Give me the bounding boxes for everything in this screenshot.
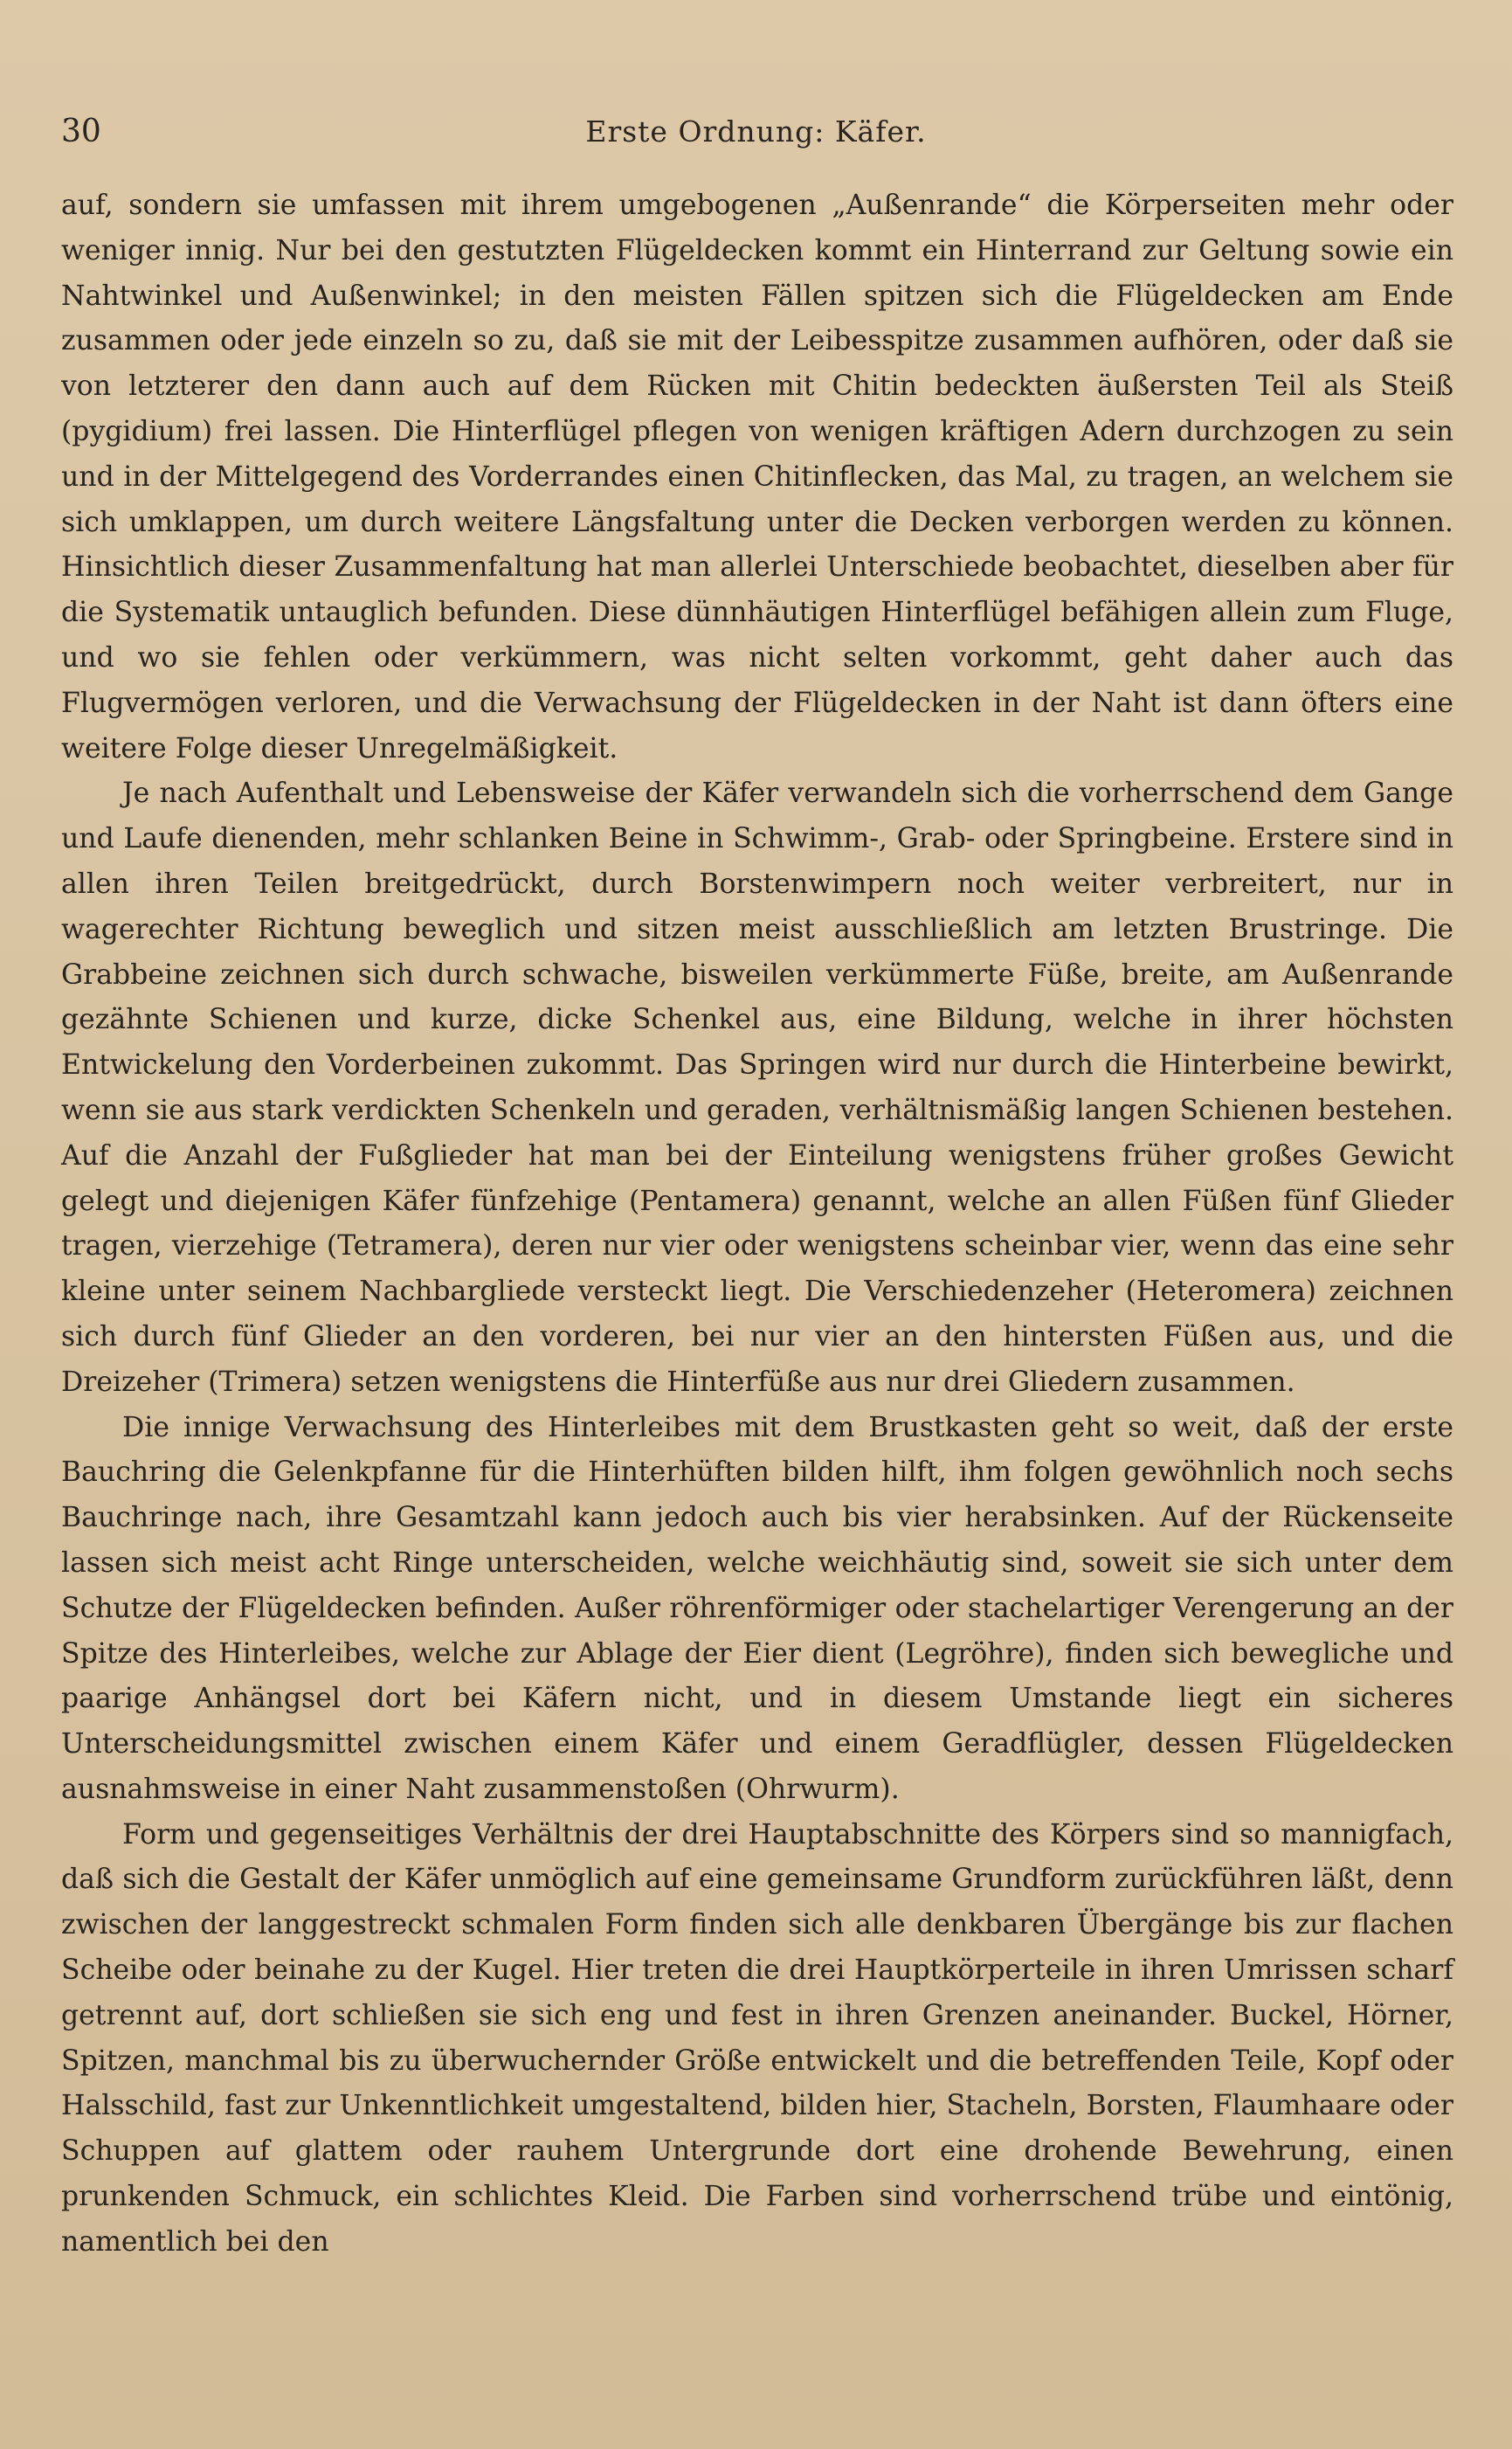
paragraph-2: Je nach Aufenthalt und Lebensweise der Käfer verwandeln sich die vorherrschend dem Gange und Laufe dienenden, mehr schlanken Beine in Schwimm-, Grab- oder Springbeine. Erstere sind in allen ihren Teilen breitgedrückt, durch Borstenwimpern noch weiter verbreitert, nur in wagerechter Richtung beweglich und sitzen meist ausschließlich am letzten Brustringe. Die Grabbeine zeichnen sich durch schwache, bisweilen verkümmerte Füße, breite, am Außenrande gezähnte Schienen und kurze, dicke Schenkel aus, eine Bildung, welche in ihrer höchsten Entwickelung den Vorderbeinen zukommt. Das Springen wird nur durch die Hinterbeine bewirkt, wenn sie aus stark verdickten Schenkeln und geraden, verhältnismäßig langen Schienen bestehen. Auf die Anzahl der Fußglieder hat man bei der Einteilung wenigstens früher großes Gewicht gelegt und diejenigen Käfer fünfzehige (Pentamera) genannt, welche an allen Füßen fünf Glieder tragen, vierzehige (Tetramera), deren nur vier oder wenigstens scheinbar vier, wenn das eine sehr kleine unter seinem Nachbargliede versteckt liegt. Die Verschiedenzeher (Heteromera) zeichnen sich durch fünf Glieder an den vorderen, bei nur vier an den hintersten Füßen aus, und die Dreizeher (Trimera) setzen wenigstens die Hinterfüße aus nur drei Gliedern zusammen. bbox=[61, 778, 1453, 1398]
running-head: Erste Ordnung: Käfer. bbox=[585, 114, 927, 149]
paragraph-4: Form und gegenseitiges Verhältnis der drei Hauptabschnitte des Körpers sind so mannigfach, daß sich die Gestalt der Käfer unmöglich auf eine gemeinsame Grundform zurückführen läßt, denn zwischen der langgestreckt schmalen Form finden sich alle denkbaren Übergänge bis zur flachen Scheibe oder beinahe zu der Kugel. Hier treten die drei Hauptkörperteile in ihren Umrissen scharf getrennt auf, dort schließen sie sich eng und fest in ihren Grenzen aneinander. Buckel, Hörner, Spitzen, manchmal bis zu überwuchernder Größe entwickelt und die betreffenden Teile, Kopf oder Halsschild, fast zur Unkenntlichkeit umgestaltend, bilden hier, Stacheln, Borsten, Flaumhaare oder Schuppen auf glattem oder rauhem Untergrunde dort eine drohende Bewehrung, einen prunkenden Schmuck, ein schlichtes Kleid. Die Farben sind vorherrschend trübe und eintönig, namentlich bei den bbox=[61, 1818, 1453, 2258]
page-header bbox=[61, 110, 1451, 154]
body-text bbox=[61, 183, 1453, 2266]
page-number: 30 bbox=[61, 114, 101, 149]
paragraph-1: auf, sondern sie umfassen mit ihrem umgebogenen „Außenrande“ die Körperseiten mehr oder weniger innig. Nur bei den gestutzten Flügeldecken kommt ein Hinterrand zur Geltung sowie ein Nahtwinkel und Außenwinkel; in den meisten Fällen spitzen sich die Flügeldecken am Ende zusammen oder jede einzeln so zu, daß sie mit der Leibesspitze zusammen aufhören, oder daß sie von letzterer den dann auch auf dem Rücken mit Chitin bedeckten äußersten Teil als Steiß (pygidium) frei lassen. Die Hinterflügel pflegen von wenigen kräftigen Adern durchzogen zu sein und in der Mittelgegend des Vorderrandes einen Chitinflecken, das Mal, zu tragen, an welchem sie sich umklappen, um durch weitere Längsfaltung unter die Decken verborgen werden zu können. Hinsichtlich dieser Zusammenfaltung hat man allerlei Unterschiede beobachtet, dieselben aber für die Systematik untauglich befunden. Diese dünnhäutigen Hinterflügel befähigen allein zum Fluge, und wo sie fehlen oder verkümmern, was nicht selten vorkommt, geht daher auch das Flugvermögen verloren, und die Verwachsung der Flügeldecken in der Naht ist dann öfters eine weitere Folge dieser Unregelmäßigkeit. bbox=[61, 190, 1453, 764]
paragraph-3: Die innige Verwachsung des Hinterleibes mit dem Brustkasten geht so weit, daß der erste Bauchring die Gelenkpfanne für die Hinterhüften bilden hilft, ihm folgen gewöhnlich noch sechs Bauchringe nach, ihre Gesamtzahl kann jedoch auch bis vier herabsinken. Auf der Rückenseite lassen sich meist acht Ringe unterscheiden, welche weichhäutig sind, soweit sie sich unter dem Schutze der Flügeldecken befinden. Außer röhrenförmiger oder stachelartiger Verengerung an der Spitze des Hinterleibes, welche zur Ablage der Eier dient (Legröhre), finden sich bewegliche und paarige Anhängsel dort bei Käfern nicht, und in diesem Umstande liegt ein sicheres Unterscheidungsmittel zwischen einem Käfer und einem Geradflügler, dessen Flügeldecken ausnahmsweise in einer Naht zusammenstoßen (Ohrwurm). bbox=[61, 1411, 1453, 1805]
